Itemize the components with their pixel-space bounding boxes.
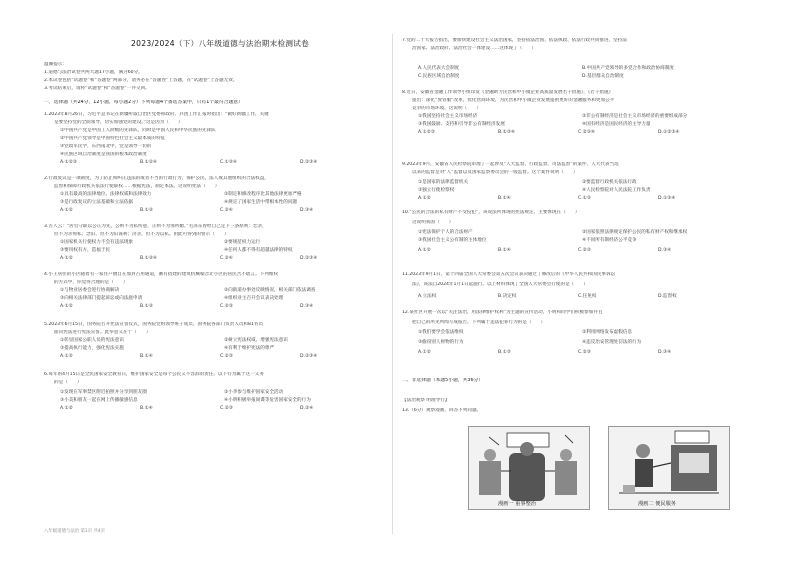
- question-2-option: ①具有最高的法律地位、法律权威和法律效力: [60, 192, 152, 197]
- question-5-answer[interactable]: D.②③④: [300, 354, 318, 359]
- question-4-option: ③向相关法律部门提起诉讼或向法庭申请: [60, 296, 143, 301]
- question-2-answer[interactable]: A.①②: [60, 208, 73, 213]
- question-2-answer[interactable]: B.①③: [140, 208, 153, 213]
- question-11-stem: 11.2023年9月1日，第十四届全国人大常委会第五次会议表决通过了修改后的《中华人民共和国民事诉讼: [402, 272, 616, 277]
- question-12-option: ③偷窃别人财物的行为: [418, 340, 464, 345]
- question-4-answer[interactable]: C.②③: [220, 304, 233, 309]
- question-6-answer[interactable]: B.①④: [140, 406, 153, 411]
- question-6-stem: 的是（ ）: [54, 380, 82, 385]
- cartoon-one-image: [468, 426, 590, 510]
- question-3-stem: 3.古人云：“居官守职以公正为先，公则不为私所惑，正则不为邪所媚。”毛泽东曾经自己定下三条原则：恋亲，: [44, 224, 267, 229]
- question-8-answer[interactable]: C.②③④: [578, 130, 596, 135]
- question-3-answer[interactable]: B.①③④: [140, 256, 157, 261]
- question-6-answer[interactable]: D.②④: [300, 406, 314, 411]
- question-10-answer[interactable]: B.①④: [498, 248, 511, 253]
- question-7-stem: 治国家、法治政府、法治社会一体建设……这体现了（ ）: [412, 46, 537, 51]
- question-3-option: ③要用权有方，造福于民: [60, 248, 111, 253]
- question-8-answer[interactable]: D.①②③④: [658, 130, 680, 135]
- question-10-option: ①宪法保护个人的合法财产: [418, 230, 473, 235]
- question-2-answer[interactable]: D.③④: [300, 208, 314, 213]
- question-12-option: ②利用网络发布虚假信息: [582, 330, 633, 335]
- notice-line: 2.本试卷包括“试题卷”和“答题卷”两部分，请务必在“答题卷”上答题，在“试题卷”上答题无效。: [44, 78, 238, 83]
- question-11-answer[interactable]: D.监督权: [658, 294, 677, 299]
- question-3-answer[interactable]: C.②④: [220, 256, 233, 261]
- page-footer: 八年级道德与法治 第1页 共4页: [44, 529, 106, 534]
- question-10-stem: 10.“公民的合法的私有财产不受侵犯”，该说法所体现的宪法规定，主要体现在（ ）: [402, 210, 580, 215]
- question-7-option[interactable]: D.基层群众自治制度: [582, 74, 624, 79]
- question-11-answer[interactable]: B.决定权: [498, 294, 517, 299]
- question-6-stem: 6.每年的4月15日是全民国家安全教育日，维护国家安全是每个公民义不容辞的责任。以下行为属于这一义务: [44, 372, 264, 377]
- question-8-answer[interactable]: B.①③④: [498, 130, 515, 135]
- question-1-stem: 1.2023年8月26日，习近平总书记在新疆听取自治区党委和政府、兵团工作汇报时指出：“做好新疆工作，关键: [44, 112, 269, 117]
- question-1-answer[interactable]: A.①②③: [60, 160, 77, 165]
- question-10-option: ③我国社会主义公有制的主体地位: [418, 238, 487, 243]
- question-8-stem: 8.近日，安徽省金融工作领导小组印发《金融助力民营和中小微企业高质量发展若干措施》，《若干措施》: [402, 90, 614, 95]
- question-1-answer[interactable]: D.②③④: [300, 160, 318, 165]
- question-6-option: ①发现在军事禁区附近拍照并分享到朋友圈: [60, 390, 147, 395]
- notice-line: 1.道德与法治试卷共两大题17小题，满分60分。: [44, 70, 143, 75]
- question-9-option: ③独立行使检察权: [418, 188, 455, 193]
- question-1-stem: 是要坚持党的全面领导，切实加强党的建设。”这是因为（ ）: [54, 120, 183, 125]
- question-9-answer[interactable]: D.①③④: [658, 196, 676, 201]
- question-1-option: ④民族区域自治制度是我国的根本政治制度: [60, 152, 147, 157]
- question-9-answer[interactable]: B.①④: [498, 196, 511, 201]
- question-4-answer[interactable]: D.③④: [300, 304, 314, 309]
- question-5-option: ②树立宪法权威，增强宪法意识: [224, 338, 288, 343]
- question-9-option: ②要监督行政机关依法行政: [582, 180, 637, 185]
- question-3-option: ②要规范权力运行: [224, 240, 261, 245]
- page-title: 2023/2024（下）八年级道德与法治期末检测试卷: [130, 39, 310, 48]
- question-7-option[interactable]: B.中国共产党领导的多党合作和政治协商制度: [582, 66, 674, 71]
- question-8-stem: 竞争的市场环境。这说明（ ）: [412, 106, 481, 111]
- question-4-stem: 4.小王居住的小区随着有一家住户擅自在加封占用通道，蓄有搭建的建筑机械噪音让小区的居民苦不堪言。下列维权: [44, 272, 279, 277]
- sub-heading: 【法治观察 明理导行】: [402, 398, 450, 403]
- question-10-option: ②国家依照法律规定保护公民的私有财产权和继承权: [582, 230, 688, 235]
- question-6-option: ③小美和朋友一起在网上传播敏感信息: [60, 398, 138, 403]
- question-7-option[interactable]: A.人民代表大会制度: [418, 66, 460, 71]
- question-2-answer[interactable]: C.②④: [220, 208, 233, 213]
- column-divider: [392, 34, 393, 534]
- question-4-answer[interactable]: A.①②: [60, 304, 73, 309]
- question-8-option: ④国有经济是国民经济的主导力量: [582, 122, 651, 127]
- section-one-heading: 一、选择题（共24分，12小题，每小题2分）下列每题4个备选答案中，只有1个最符合题意）: [44, 100, 243, 105]
- question-8-option: ②非公有制经济是社会主义市场经济的重要组成部分: [582, 114, 688, 119]
- question-3-answer[interactable]: D.②③④: [300, 256, 318, 261]
- cartoon-one-caption: 漫画一 重事整治: [498, 501, 536, 507]
- question-12-answer[interactable]: C.②③: [578, 350, 591, 355]
- question-11-stem: 法》，该法自2024年1月1日起施行。以上材料体现了全国人大常委会行使的是（ ）: [412, 282, 589, 287]
- question-12-option: ④违反治安管理处罚法的行为: [582, 340, 642, 345]
- question-7-stem: 7.党的二十大报告指出，要加快建设社会主义法治国家，坚持依法治国、依法执政、依法行政共同推进，坚持法: [402, 38, 627, 43]
- question-9-answer[interactable]: C.①③: [578, 196, 591, 201]
- question-10-stem: 这说明我国（ ）: [412, 220, 454, 225]
- question-10-answer[interactable]: A.①②: [418, 248, 431, 253]
- question-2-option: ③是行政复议的立法基础和立法依据: [60, 200, 134, 205]
- question-6-answer[interactable]: C.②③: [220, 406, 233, 411]
- question-2-stem: 监督和保障行政机关依法行使职权……根据宪法，制定本法。这说明宪法（ ）: [54, 184, 220, 189]
- question-11-answer[interactable]: A.立法权: [418, 294, 437, 299]
- question-12-stem: 12.某社区开展一次以“关注法治，用法律维护权利”为主题的宣传活动，小明和同学们积极参加并且: [402, 310, 603, 315]
- question-11-answer[interactable]: C.任免权: [578, 294, 597, 299]
- question-4-option: ④组织业主召开会议表决处理: [224, 296, 284, 301]
- question-4-answer[interactable]: B.①③: [140, 304, 153, 309]
- question-12-option: ①我们要学会依法维权: [418, 330, 464, 335]
- question-4-stem: 的方式中，你觉得合理的是（ ）: [54, 280, 128, 285]
- question-9-option: ①是国家的法律监督机关: [418, 180, 469, 185]
- question-1-option: ②中国共产党领导是中国特色社会主义最本质的特征: [60, 136, 166, 141]
- question-1-answer[interactable]: B.①②④: [140, 160, 157, 165]
- question-10-option: ④不同所有制经济公平竞争: [582, 238, 637, 243]
- question-2-option: ②制定和修改程序比其他法律更加严格: [224, 192, 302, 197]
- notice-heading: 温馨提示：: [44, 62, 67, 67]
- question-5-answer[interactable]: B.①④: [140, 354, 153, 359]
- question-6-option: ④小明积极举报间谍等危害国家安全的行为: [224, 398, 311, 403]
- question-5-answer[interactable]: C.②③: [220, 354, 233, 359]
- question-6-option: ②小李参与维护国家安全活动: [224, 390, 284, 395]
- question-1-option: ③党政军民学，东西南北中，党是领导一切的: [60, 144, 152, 149]
- notice-line: 3.考试结束后，请将“试题卷”和“答题卷”一并交回。: [44, 86, 150, 91]
- question-8-option: ③我国鼓励、支持和引导非公有制经济发展: [418, 122, 505, 127]
- cartoon-two-drawing: [609, 427, 729, 509]
- question-9-answer[interactable]: A.①②: [418, 196, 431, 201]
- question-5-option: ③提高执行能力，强化宪法实施: [60, 346, 124, 351]
- section-two-heading: 二、非选择题（本题5小题，共36分）: [402, 378, 484, 383]
- question-9-stem: 以来的监督是对“人”监督以及国家监察委员会的一般监督。这个案件说明（ ）: [412, 170, 578, 175]
- question-3-option: ①国家机关行使权力不会有违法现象: [60, 240, 134, 245]
- question-8-stem: 提出：深化“放管服”改革，优化营商环境，为民营和中小微企业发展提供更好的金融服务和更加公平: [412, 98, 615, 103]
- question-3-stem: 但不为亲徇私；念旧，但不为旧谋利；济亲，但不为以私。由此可得到的警示（ ）: [54, 232, 229, 237]
- question-9-option: ④人民检察院对人民法院工作负责: [582, 188, 651, 193]
- question-5-option: ④有利于维护宪法的尊严: [224, 346, 275, 351]
- question-5-stem: 5.2023年6月15日，国务院召开宪法宣誓仪式，国务院党组领导班子成员、国务院各部门负责人员和81名员: [44, 322, 264, 327]
- question-12-answer[interactable]: D.③④: [658, 350, 672, 355]
- question-10-answer[interactable]: D.③④: [658, 248, 672, 253]
- question-3-answer[interactable]: A.①②: [60, 256, 73, 261]
- question-12-answer[interactable]: A.①②: [418, 350, 431, 355]
- question-9-stem: 9.2023年9月，安徽省人民检察院审理了一起涉及“人大监督、行政监督、司法监督”的案件，人大代表当选: [402, 162, 619, 167]
- cartoon-one-drawing: [469, 427, 589, 509]
- question-3-option: ④任何人都不得有超越法律的特权: [224, 248, 293, 253]
- question-5-option: ①彰显国家公职人员的宪法意识: [60, 338, 124, 343]
- question-8-answer[interactable]: A.①②③: [418, 130, 435, 135]
- cartoon-two-image: [608, 426, 730, 510]
- question-4-option: ①与物业居委会进行协商解决: [60, 288, 120, 293]
- cartoon-two-caption: 漫画二 便民服务: [638, 501, 676, 507]
- question-5-answer[interactable]: A.①②: [60, 354, 73, 359]
- question-13-stem: 13.（6分）观察漫画，回答下列问题。: [402, 408, 482, 413]
- question-2-option: ④规定了国家生活中带根本性的问题: [224, 200, 298, 205]
- question-7-option[interactable]: C.民族区域自治制度: [418, 74, 460, 79]
- question-1-answer[interactable]: C.①③④: [220, 160, 238, 165]
- question-12-stem: 把自己的所见所闻写成报告。下列属于违法犯罪行为的是（ ）: [412, 320, 546, 325]
- question-12-answer[interactable]: B.①③: [498, 350, 511, 355]
- question-8-option: ①我国坚持社会主义市场经济: [418, 114, 478, 119]
- question-6-answer[interactable]: A.①②: [60, 406, 73, 411]
- question-10-answer[interactable]: C.②③: [578, 248, 591, 253]
- question-1-option: ①中国共产党是中国工人阶级的先锋队，同时是中国人民和中华民族的先锋队: [60, 128, 216, 133]
- question-4-option: ②向街道办事处反映情况，相关部门依法调查: [224, 288, 316, 293]
- question-2-stem: 2.行政复议是一项制度，为了防止和纠正违法的或者不当的行政行为，保护公民、法人或其他组织的合法权益，: [44, 176, 269, 181]
- question-5-stem: 面向宪法进行宪法宣誓。此举意义在于（ ）: [54, 330, 151, 335]
